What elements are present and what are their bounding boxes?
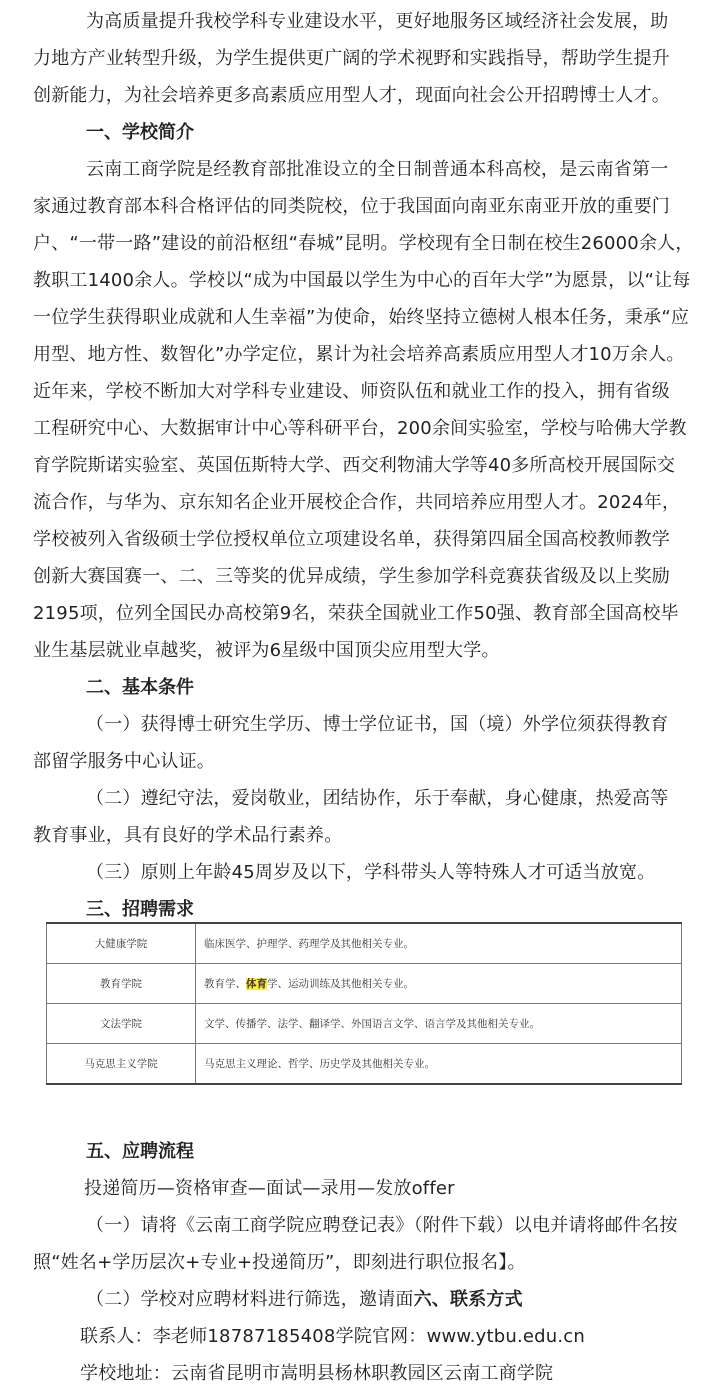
section-heading-recruitment-needs: 三、招聘需求: [86, 899, 194, 920]
section-heading-school-intro: 一、学校简介: [86, 122, 194, 143]
dept-cell: 教育学院: [47, 964, 196, 1004]
dept-cell: 文法学院: [47, 1004, 196, 1044]
school-intro-line: 2195项，位列全国民办高校第9名，荣获全国就业工作50强、教育部全国高校毕: [33, 603, 679, 624]
school-intro-line: 用型、地方性、数智化”办学定位，累计为社会培养高素质应用型人才10万余人。: [33, 344, 685, 365]
dept-cell: 马克思主义学院: [47, 1044, 196, 1085]
table-row: [47, 1044, 682, 1085]
major-cell: 文学、传播学、法学、翻译学、外国语言文学、语言学及其他相关专业。: [196, 1004, 682, 1044]
school-intro-line: 育学院斯诺实验室、英国伍斯特大学、西交利物浦大学等40多所高校开展国际交: [33, 455, 676, 476]
highlighted-keyword: 体育: [246, 978, 267, 990]
intro-line-3: 创新能力，为社会培养更多高素质应用型人才，现面向社会公开招聘博士人才。: [33, 85, 670, 106]
dept-cell: 大健康学院: [47, 923, 196, 964]
school-intro-line: 学校被列入省级硕士学位授权单位立项建设名单，获得第四届全国高校教师教学: [33, 529, 670, 550]
school-intro-line: 近年来，学校不断加大对学科专业建设、师资队伍和就业工作的投入，拥有省级: [33, 381, 670, 402]
process-item-1: （一）请将《云南工商学院应聘登记表》（附件下载）以电并请将邮件名按: [86, 1215, 678, 1236]
section-heading-contact: 六、联系方式: [413, 1289, 523, 1310]
major-text: 学、运动训练及其他相关专业。: [267, 978, 414, 990]
major-cell: 临床医学、护理学、药理学及其他相关专业。: [196, 923, 682, 964]
contact-line: 联系人：李老师18787185408学院官网：www.ytbu.edu.cn: [80, 1326, 586, 1347]
condition-item-3: （三）原则上年龄45周岁及以下，学科带头人等特殊人才可适当放宽。: [86, 862, 656, 883]
school-intro-line: 流合作，与华为、京东知名企业开展校企合作，共同培养应用型人才。2024年，: [33, 492, 681, 513]
school-intro-line: 教职工1400余人。学校以“成为中国最以学生为中心的百年大学”为愿景，以“让每: [33, 270, 691, 291]
process-flow: 投递简历—资格审查—面试—录用—发放offer: [84, 1178, 455, 1199]
major-text: 教育学、: [204, 978, 246, 990]
table-row: [47, 964, 682, 1004]
intro-line-1: 为高质量提升我校学科专业建设水平，更好地服务区域经济社会发展，助: [86, 11, 669, 32]
table-row: [47, 1004, 682, 1044]
table-row: [47, 923, 682, 964]
major-cell: [196, 964, 682, 1004]
condition-item-2: （二）遵纪守法，爱岗敬业，团结协作，乐于奉献，身心健康，热爱高等: [86, 788, 669, 809]
section-heading-basic-conditions: 二、基本条件: [86, 677, 194, 698]
condition-item-1-cont: 部留学服务中心认证。: [33, 751, 215, 772]
process-item-2: [86, 1288, 523, 1312]
recruitment-table: [46, 922, 682, 1085]
intro-line-2: 力地方产业转型升级，为学生提供更广阔的学术视野和实践指导，帮助学生提升: [33, 48, 670, 69]
section-heading-application-process: 五、应聘流程: [86, 1141, 194, 1162]
process-item-1-cont: 照“姓名+学历层次+专业+投递简历”，即刻进行职位报名】。: [33, 1252, 526, 1273]
address-line: 学校地址：云南省昆明市嵩明县杨林职教园区云南工商学院: [80, 1363, 554, 1384]
school-intro-line: 一位学生获得职业成就和人生幸福”为使命，始终坚持立德树人根本任务，秉承“应: [33, 307, 690, 328]
school-intro-line: 创新大赛国赛一、二、三等奖的优异成绩，学生参加学科竞赛获省级及以上奖励: [33, 566, 670, 587]
condition-item-2-cont: 教育事业，具有良好的学术品行素养。: [33, 825, 343, 846]
process-item-2-text: （二）学校对应聘材料进行筛选，邀请面: [86, 1289, 414, 1310]
school-intro-line: 家通过教育部本科合格评估的同类院校，位于我国面向南亚东南亚开放的重要门: [33, 196, 670, 217]
major-cell: 马克思主义理论、哲学、历史学及其他相关专业。: [196, 1044, 682, 1085]
condition-item-1: （一）获得博士研究生学历、博士学位证书，国（境）外学位须获得教育: [86, 714, 669, 735]
school-intro-line: 云南工商学院是经教育部批准设立的全日制普通本科高校，是云南省第一: [86, 159, 669, 180]
school-intro-line: 工程研究中心、大数据审计中心等科研平台，200余间实验室，学校与哈佛大学教: [33, 418, 687, 439]
school-intro-line: 户、“一带一路”建设的前沿枢纽“春城”昆明。学校现有全日制在校生26000余人，: [33, 233, 694, 254]
school-intro-line: 业生基层就业卓越奖，被评为6星级中国顶尖应用型大学。: [33, 640, 500, 661]
